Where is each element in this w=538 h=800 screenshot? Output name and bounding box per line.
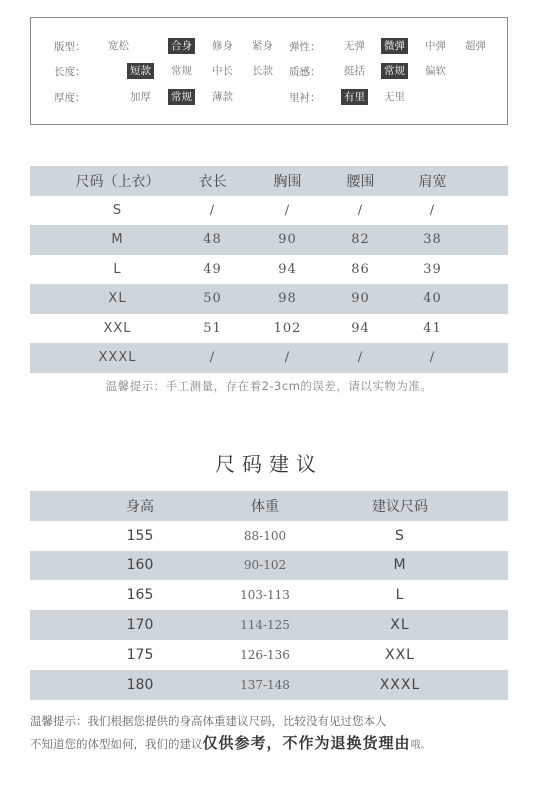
attr-option: 挺括	[344, 65, 365, 77]
table-cell: 94	[278, 261, 297, 277]
note-emphasis: 仅供参考，不作为退换货理由	[202, 734, 411, 752]
attr-option-selected: 短款	[127, 63, 154, 79]
table-cell: /	[429, 350, 436, 366]
attr-option: 无弹	[344, 40, 365, 52]
note-prefix: 不知道您的体型如何，我们的建议	[30, 737, 203, 751]
attr-label-length: 长度：	[54, 66, 86, 78]
attr-option: 薄款	[212, 91, 233, 103]
column-header: 尺码（上衣）	[75, 173, 160, 190]
table-cell: /	[209, 350, 216, 366]
table-cell: 39	[423, 261, 442, 277]
column-header: 胸围	[273, 173, 302, 190]
recommendation-note-line-1: 温馨提示：我们根据您提供的身高体重建议尺码，比较没有见过您本人	[30, 714, 387, 728]
attr-row-fit	[54, 38, 274, 56]
size-cell: XXL	[103, 320, 132, 336]
table-cell: /	[357, 202, 364, 218]
height-cell: 180	[126, 676, 154, 693]
size-cell: L	[113, 261, 122, 277]
size-cell: XXL	[385, 646, 415, 663]
attr-label-fit: 版型：	[54, 41, 86, 53]
attr-row-length	[54, 63, 274, 81]
size-cell: XXXL	[379, 676, 421, 693]
table-cell: 50	[203, 291, 222, 307]
weight-cell: 126-136	[240, 647, 290, 662]
attr-option-selected: 微弹	[381, 38, 408, 54]
table-cell: 90	[351, 291, 370, 307]
attr-option-selected: 常规	[381, 63, 408, 79]
column-header: 腰围	[346, 173, 375, 190]
attr-label-texture: 质感：	[289, 66, 321, 78]
table-row	[30, 255, 508, 285]
table-row	[30, 580, 508, 610]
attr-option: 修身	[212, 40, 233, 52]
table-cell: 98	[278, 291, 297, 307]
table-header-row	[30, 491, 508, 521]
attr-option: 偏软	[425, 65, 446, 77]
attr-option-selected: 合身	[168, 38, 195, 54]
attr-option: 常规	[171, 65, 192, 77]
height-cell: 160	[126, 557, 154, 574]
product-attributes-panel	[30, 17, 508, 125]
weight-cell: 88-100	[243, 528, 287, 543]
table-cell: 102	[273, 320, 302, 336]
attr-option: 加厚	[130, 91, 151, 103]
table-cell: 82	[351, 232, 370, 248]
attr-row-thickness	[54, 89, 274, 107]
attr-option: 长款	[252, 65, 273, 77]
table-cell: 49	[203, 261, 222, 277]
attr-option: 无里	[384, 91, 405, 103]
table-cell: 90	[278, 232, 297, 248]
table-cell: /	[429, 202, 436, 218]
table-row	[30, 284, 508, 314]
height-cell: 155	[126, 527, 154, 544]
section-title: 尺码建议	[215, 452, 323, 476]
table-row	[30, 225, 508, 255]
attr-option-selected: 常规	[168, 89, 195, 105]
height-cell: 165	[126, 587, 154, 604]
attr-label-thickness: 厚度：	[54, 92, 86, 104]
size-measurement-table	[30, 166, 508, 373]
table-cell: 41	[423, 320, 442, 336]
column-header: 体重	[251, 498, 279, 515]
table-cell: 40	[423, 291, 442, 307]
size-cell: M	[393, 557, 407, 574]
table-row	[30, 521, 508, 551]
table-row	[30, 610, 508, 640]
size-cell: S	[395, 527, 405, 544]
attr-row-lining	[289, 89, 504, 107]
size-recommendation-table	[30, 491, 508, 700]
table-cell: /	[284, 202, 291, 218]
attr-option: 超弹	[465, 40, 486, 52]
attr-option-selected: 有里	[341, 89, 368, 105]
table-row	[30, 343, 508, 373]
attr-row-texture	[289, 63, 504, 81]
attr-option: 紧身	[252, 40, 273, 52]
table-row	[30, 551, 508, 581]
column-header: 肩宽	[418, 173, 447, 190]
table-row	[30, 314, 508, 344]
table-row	[30, 670, 508, 700]
weight-cell: 90-102	[243, 558, 287, 573]
table-cell: 48	[203, 232, 222, 248]
size-cell: L	[395, 587, 405, 604]
attr-label-elasticity: 弹性：	[289, 41, 321, 53]
table-row	[30, 196, 508, 226]
size-cell: XXXL	[98, 350, 137, 366]
note-suffix: 哦。	[410, 740, 431, 751]
table-cell: 94	[351, 320, 370, 336]
attr-option: 中弹	[425, 40, 446, 52]
size-cell: XL	[390, 617, 410, 634]
weight-cell: 103-113	[240, 588, 290, 603]
table-cell: /	[284, 350, 291, 366]
table-row	[30, 640, 508, 670]
size-cell: M	[111, 232, 124, 248]
table-cell: 38	[423, 232, 442, 248]
column-header: 身高	[126, 498, 154, 515]
table-cell: 86	[351, 261, 370, 277]
height-cell: 170	[126, 617, 154, 634]
table-cell: /	[209, 202, 216, 218]
weight-cell: 114-125	[240, 618, 290, 633]
attr-label-lining: 里衬：	[289, 92, 321, 104]
table-header-row	[30, 166, 508, 196]
column-header: 建议尺码	[372, 498, 428, 515]
height-cell: 175	[126, 646, 154, 663]
recommendation-note-line-2	[30, 732, 431, 753]
size-cell: S	[112, 202, 123, 218]
table-cell: /	[357, 350, 364, 366]
table-cell: 51	[203, 320, 222, 336]
attr-option: 宽松	[108, 40, 129, 52]
weight-cell: 137-148	[240, 677, 290, 692]
measurement-tip: 温馨提示：手工测量，存在着2-3cm的误差，请以实物为准。	[105, 379, 433, 393]
column-header: 衣长	[198, 173, 227, 190]
size-cell: XL	[108, 291, 127, 307]
attr-option: 中长	[212, 65, 233, 77]
attr-row-elasticity	[289, 38, 504, 56]
